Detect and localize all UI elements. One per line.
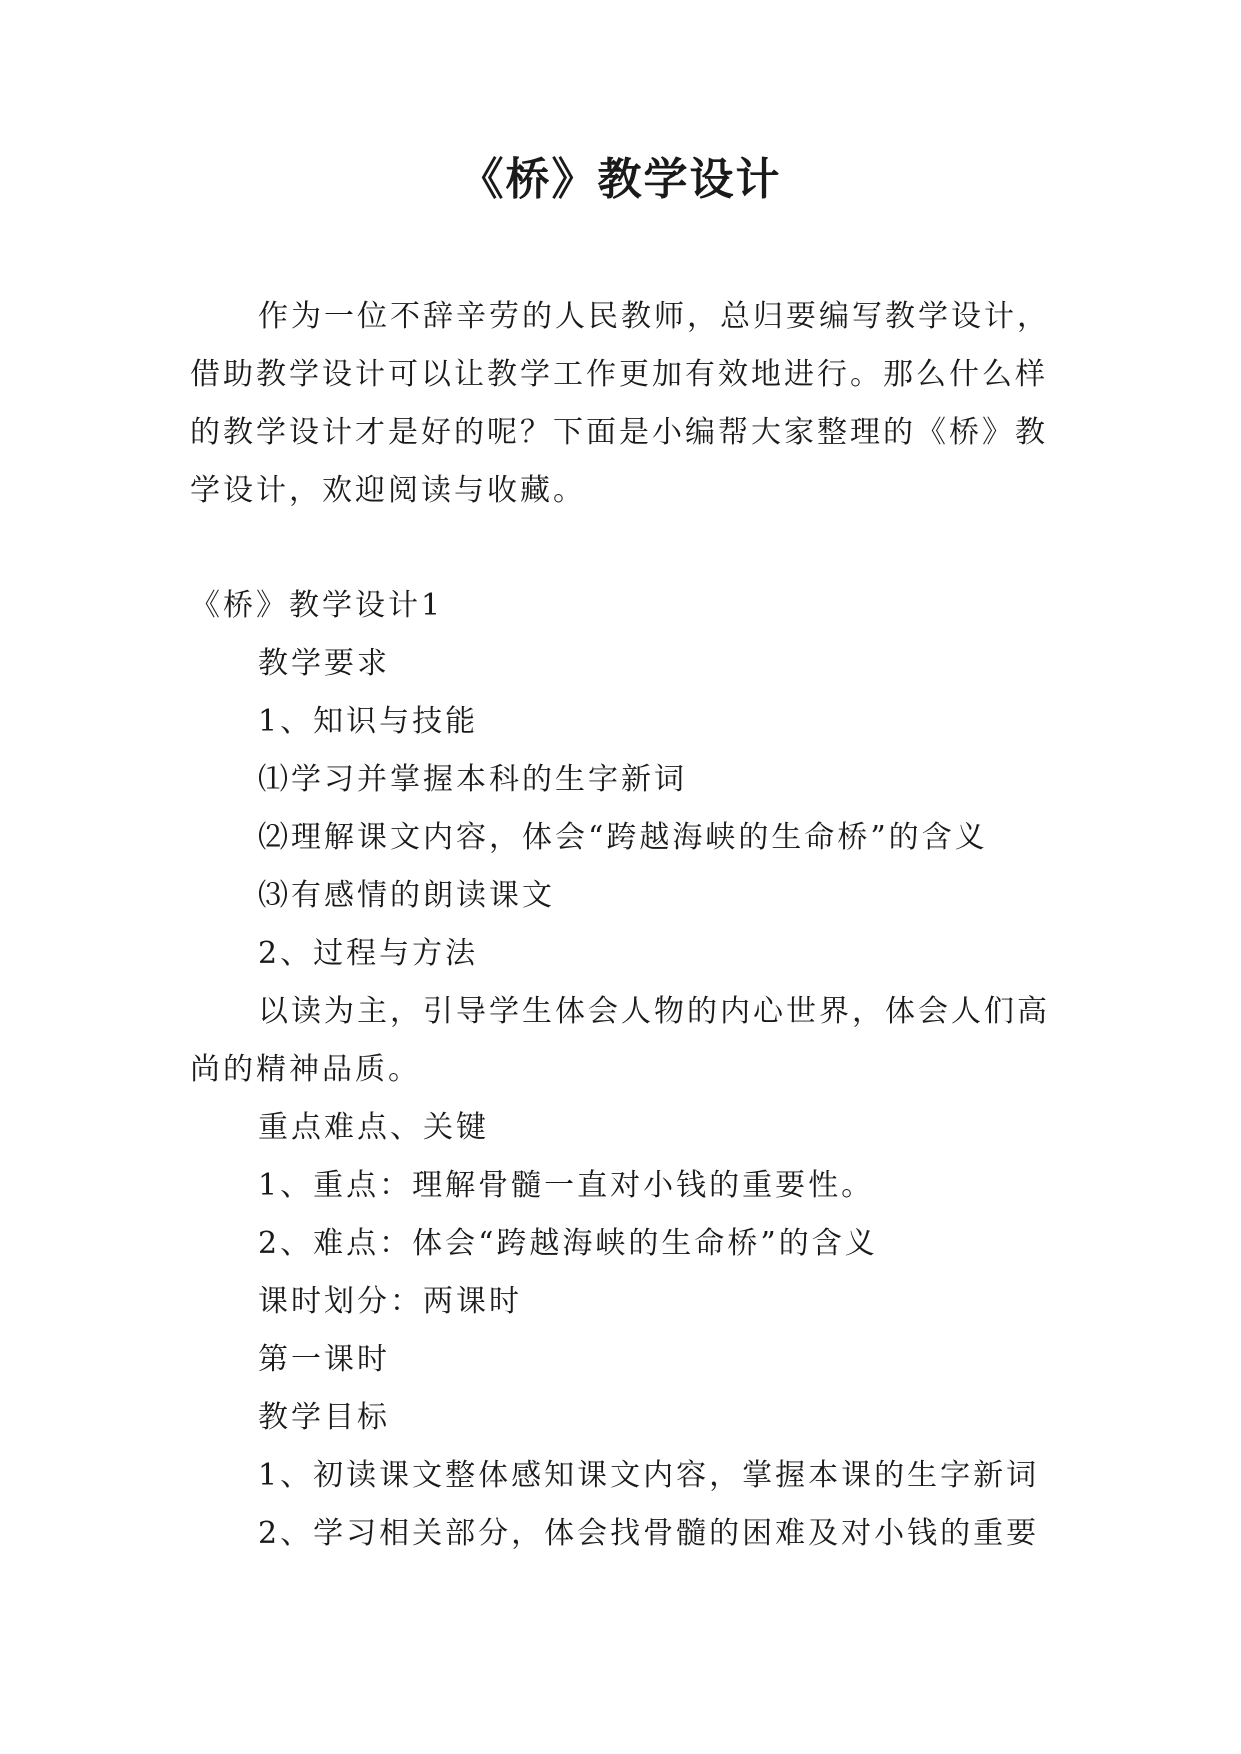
section-heading: 《桥》教学设计1 [190, 588, 444, 623]
teaching-goals-heading: 教学目标 [258, 1400, 390, 1435]
document-body [190, 577, 1050, 1563]
teaching-requirements-heading: 教学要求 [258, 646, 390, 681]
class-hours: 课时划分：两课时 [258, 1284, 522, 1319]
knowledge-skills-heading: 1、知识与技能 [258, 704, 479, 739]
requirement-item-3: ⑶有感情的朗读课文 [258, 878, 555, 913]
first-lesson-heading: 第一课时 [258, 1342, 390, 1377]
key-point-1: 1、重点：理解骨髓一直对小钱的重要性。 [258, 1168, 875, 1203]
teaching-goal-1: 1、初读课文整体感知课文内容，掌握本课的生字新词 [258, 1458, 1040, 1493]
intro-paragraph: 作为一位不辞辛劳的人民教师，总归要编写教学设计，借助教学设计可以让教学工作更加有效地进行。那么什么样的教学设计才是好的呢？下面是小编帮大家整理的《桥》教学设计，欢迎阅读与收藏。 [190, 299, 1050, 508]
requirement-item-1: ⑴学习并掌握本科的生字新词 [258, 762, 687, 797]
key-points-heading: 重点难点、关键 [258, 1110, 489, 1145]
requirement-item-2: ⑵理解课文内容，体会“跨越海峡的生命桥”的含义 [258, 820, 988, 855]
teaching-goal-2: 2、学习相关部分，体会找骨髓的困难及对小钱的重要 [258, 1516, 1040, 1551]
document-title: 《桥》教学设计 [459, 154, 782, 205]
key-point-2: 2、难点：体会“跨越海峡的生命桥”的含义 [258, 1226, 878, 1261]
process-method-heading: 2、过程与方法 [258, 936, 479, 971]
process-method-paragraph: 以读为主，引导学生体会人物的内心世界，体会人们高尚的精神品质。 [190, 994, 1050, 1087]
